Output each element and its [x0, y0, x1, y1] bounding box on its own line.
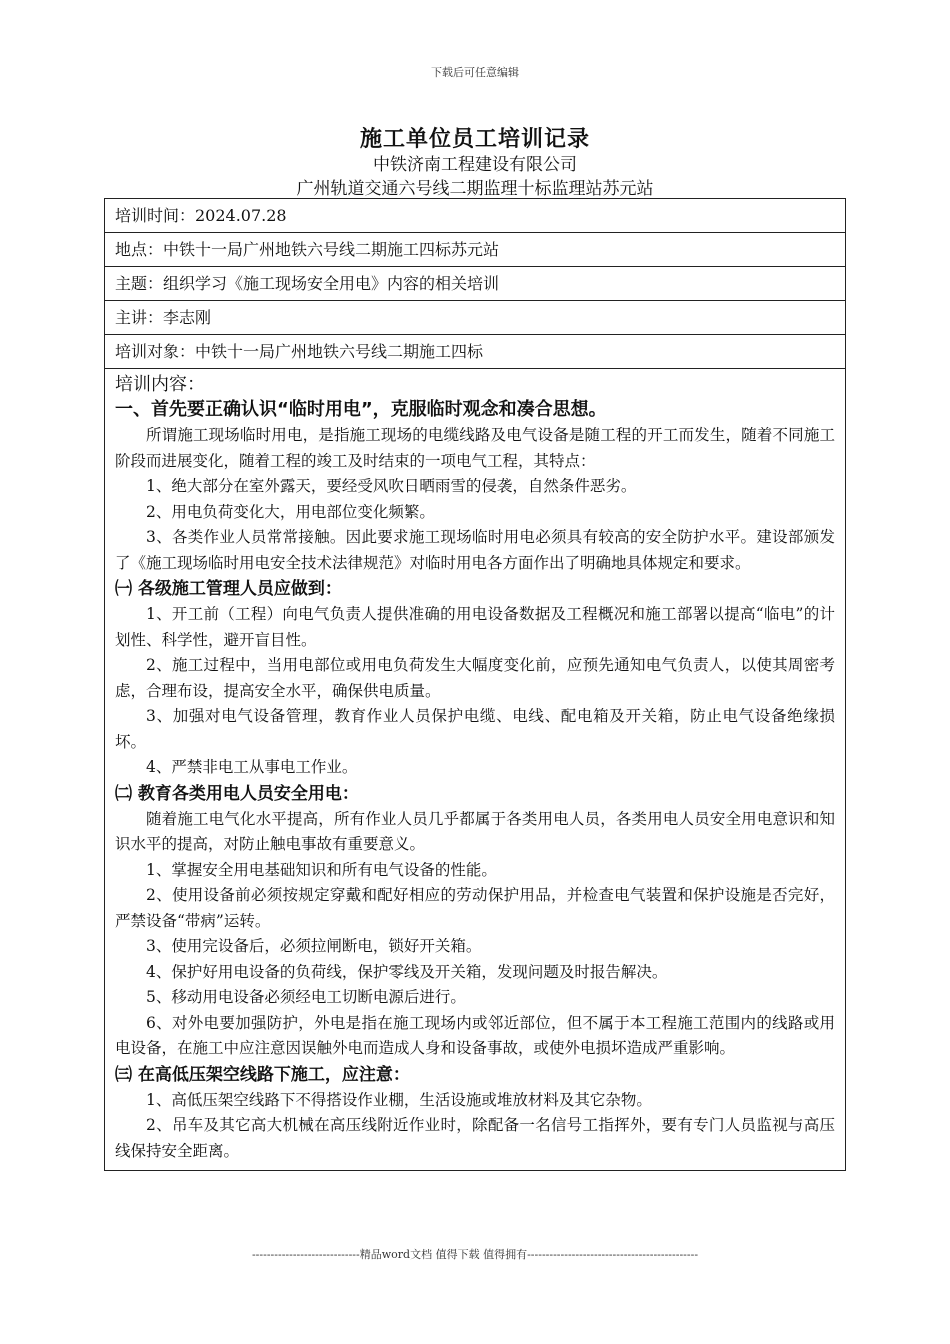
header-note: 下载后可任意编辑 — [431, 66, 519, 79]
location-row: 地点：中铁十一局广州地铁六号线二期施工四标苏元站 — [105, 233, 845, 267]
audience-row: 培训对象：中铁十一局广州地铁六号线二期施工四标 — [105, 335, 845, 369]
content-title: 培训内容： — [115, 374, 205, 395]
sub3-heading: ㈢ 在高低压架空线路下施工，应注意： — [115, 1064, 410, 1085]
company-name: 中铁济南工程建设有限公司 — [373, 155, 577, 175]
sub2-paragraph: 5、移动用电设备必须经电工切断电源后进行。 — [146, 988, 466, 1006]
sub1-paragraph: 4、严禁非电工从事电工作业。 — [146, 758, 358, 776]
sub2-paragraph: 1、掌握安全用电基础知识和所有电气设备的性能。 — [146, 860, 497, 879]
sub2-paragraph: 2、使用设备前必须按规定穿戴和配好相应的劳动保护用品，并检查电气装置和保护设施是否完好，严禁设备“带病”运转。 — [115, 886, 835, 930]
sub2-paragraph: 6、对外电要加强防护，外电是指在施工现场内或邻近部位，但不属于本工程施工范围内的线路或用电设备，在施工中应注意因误触外电而造成人身和设备事故，或使外电损坏造成严重影响。 — [115, 1013, 835, 1057]
lecturer-row: 主讲：李志刚 — [105, 301, 845, 335]
sub1-paragraph: 1、开工前（工程）向电气负责人提供准确的用电设备数据及工程概况和施工部署以提高“临电”的计划性、科学性，避开盲目性。 — [115, 605, 835, 649]
document-title: 施工单位员工培训记录 — [359, 126, 590, 152]
sub2-paragraph: 3、使用完设备后，必须拉闸断电，锁好开关箱。 — [146, 937, 482, 955]
footer-note: -----------------------------精品word文档 值得下载 值得拥有---------------------------------------------- — [251, 1248, 699, 1261]
sub3-paragraph: 1、高低压架空线路下不得搭设作业棚，生活设施或堆放材料及其它杂物。 — [146, 1090, 652, 1109]
training-time-row: 培训时间：2024.07.28 — [105, 199, 845, 233]
section1-paragraph: 2、用电负荷变化大，用电部位变化频繁。 — [146, 502, 435, 521]
project-name: 广州轨道交通六号线二期监理十标监理站苏元站 — [296, 179, 654, 199]
sub2-paragraph: 4、保护好用电设备的负荷线，保护零线及开关箱，发现问题及时报告解决。 — [146, 962, 668, 981]
topic-row: 主题：组织学习《施工现场安全用电》内容的相关培训 — [105, 267, 845, 301]
sub2-heading: ㈡ 教育各类用电人员安全用电： — [115, 783, 359, 804]
section1-paragraph: 3、各类作业人员常常接触。因此要求施工现场临时用电必须具有较高的安全防护水平。建设部颁发了《施工现场临时用电安全技术法律规范》对临时用电各方面作出了明确地具体规定和要求。 — [115, 528, 835, 572]
training-record-table — [104, 198, 846, 1171]
sub1-heading: ㈠ 各级施工管理人员应做到： — [115, 579, 342, 599]
sub3-paragraph: 2、吊车及其它高大机械在高压线附近作业时，除配备一名信号工指挥外，要有专门人员监视与高压线保持安全距离。 — [115, 1116, 835, 1160]
sub1-paragraph: 3、加强对电气设备管理，教育作业人员保护电缆、电线、配电箱及开关箱，防止电气设备绝缘损坏。 — [115, 707, 835, 751]
section1-paragraph: 1、绝大部分在室外露天，要经受风吹日晒雨雪的侵袭，自然条件恶劣。 — [146, 477, 637, 495]
section1-heading: 一、首先要正确认识“临时用电”，克服临时观念和凑合思想。 — [115, 399, 607, 420]
training-content — [105, 369, 845, 1170]
sub1-paragraph: 2、施工过程中，当用电部位或用电负荷发生大幅度变化前，应预先通知电气负责人，以使其周密考虑，合理布设，提高安全水平，确保供电质量。 — [115, 656, 835, 700]
sub2-paragraph: 随着施工电气化水平提高，所有作业人员几乎都属于各类用电人员，各类用电人员安全用电意识和知识水平的提高，对防止触电事故有重要意义。 — [115, 809, 835, 853]
section1-paragraph: 所谓施工现场临时用电，是指施工现场的电缆线路及电气设备是随工程的开工而发生，随着不同施工阶段而进展变化，随着工程的竣工及时结束的一项电气工程，其特点： — [115, 426, 835, 470]
